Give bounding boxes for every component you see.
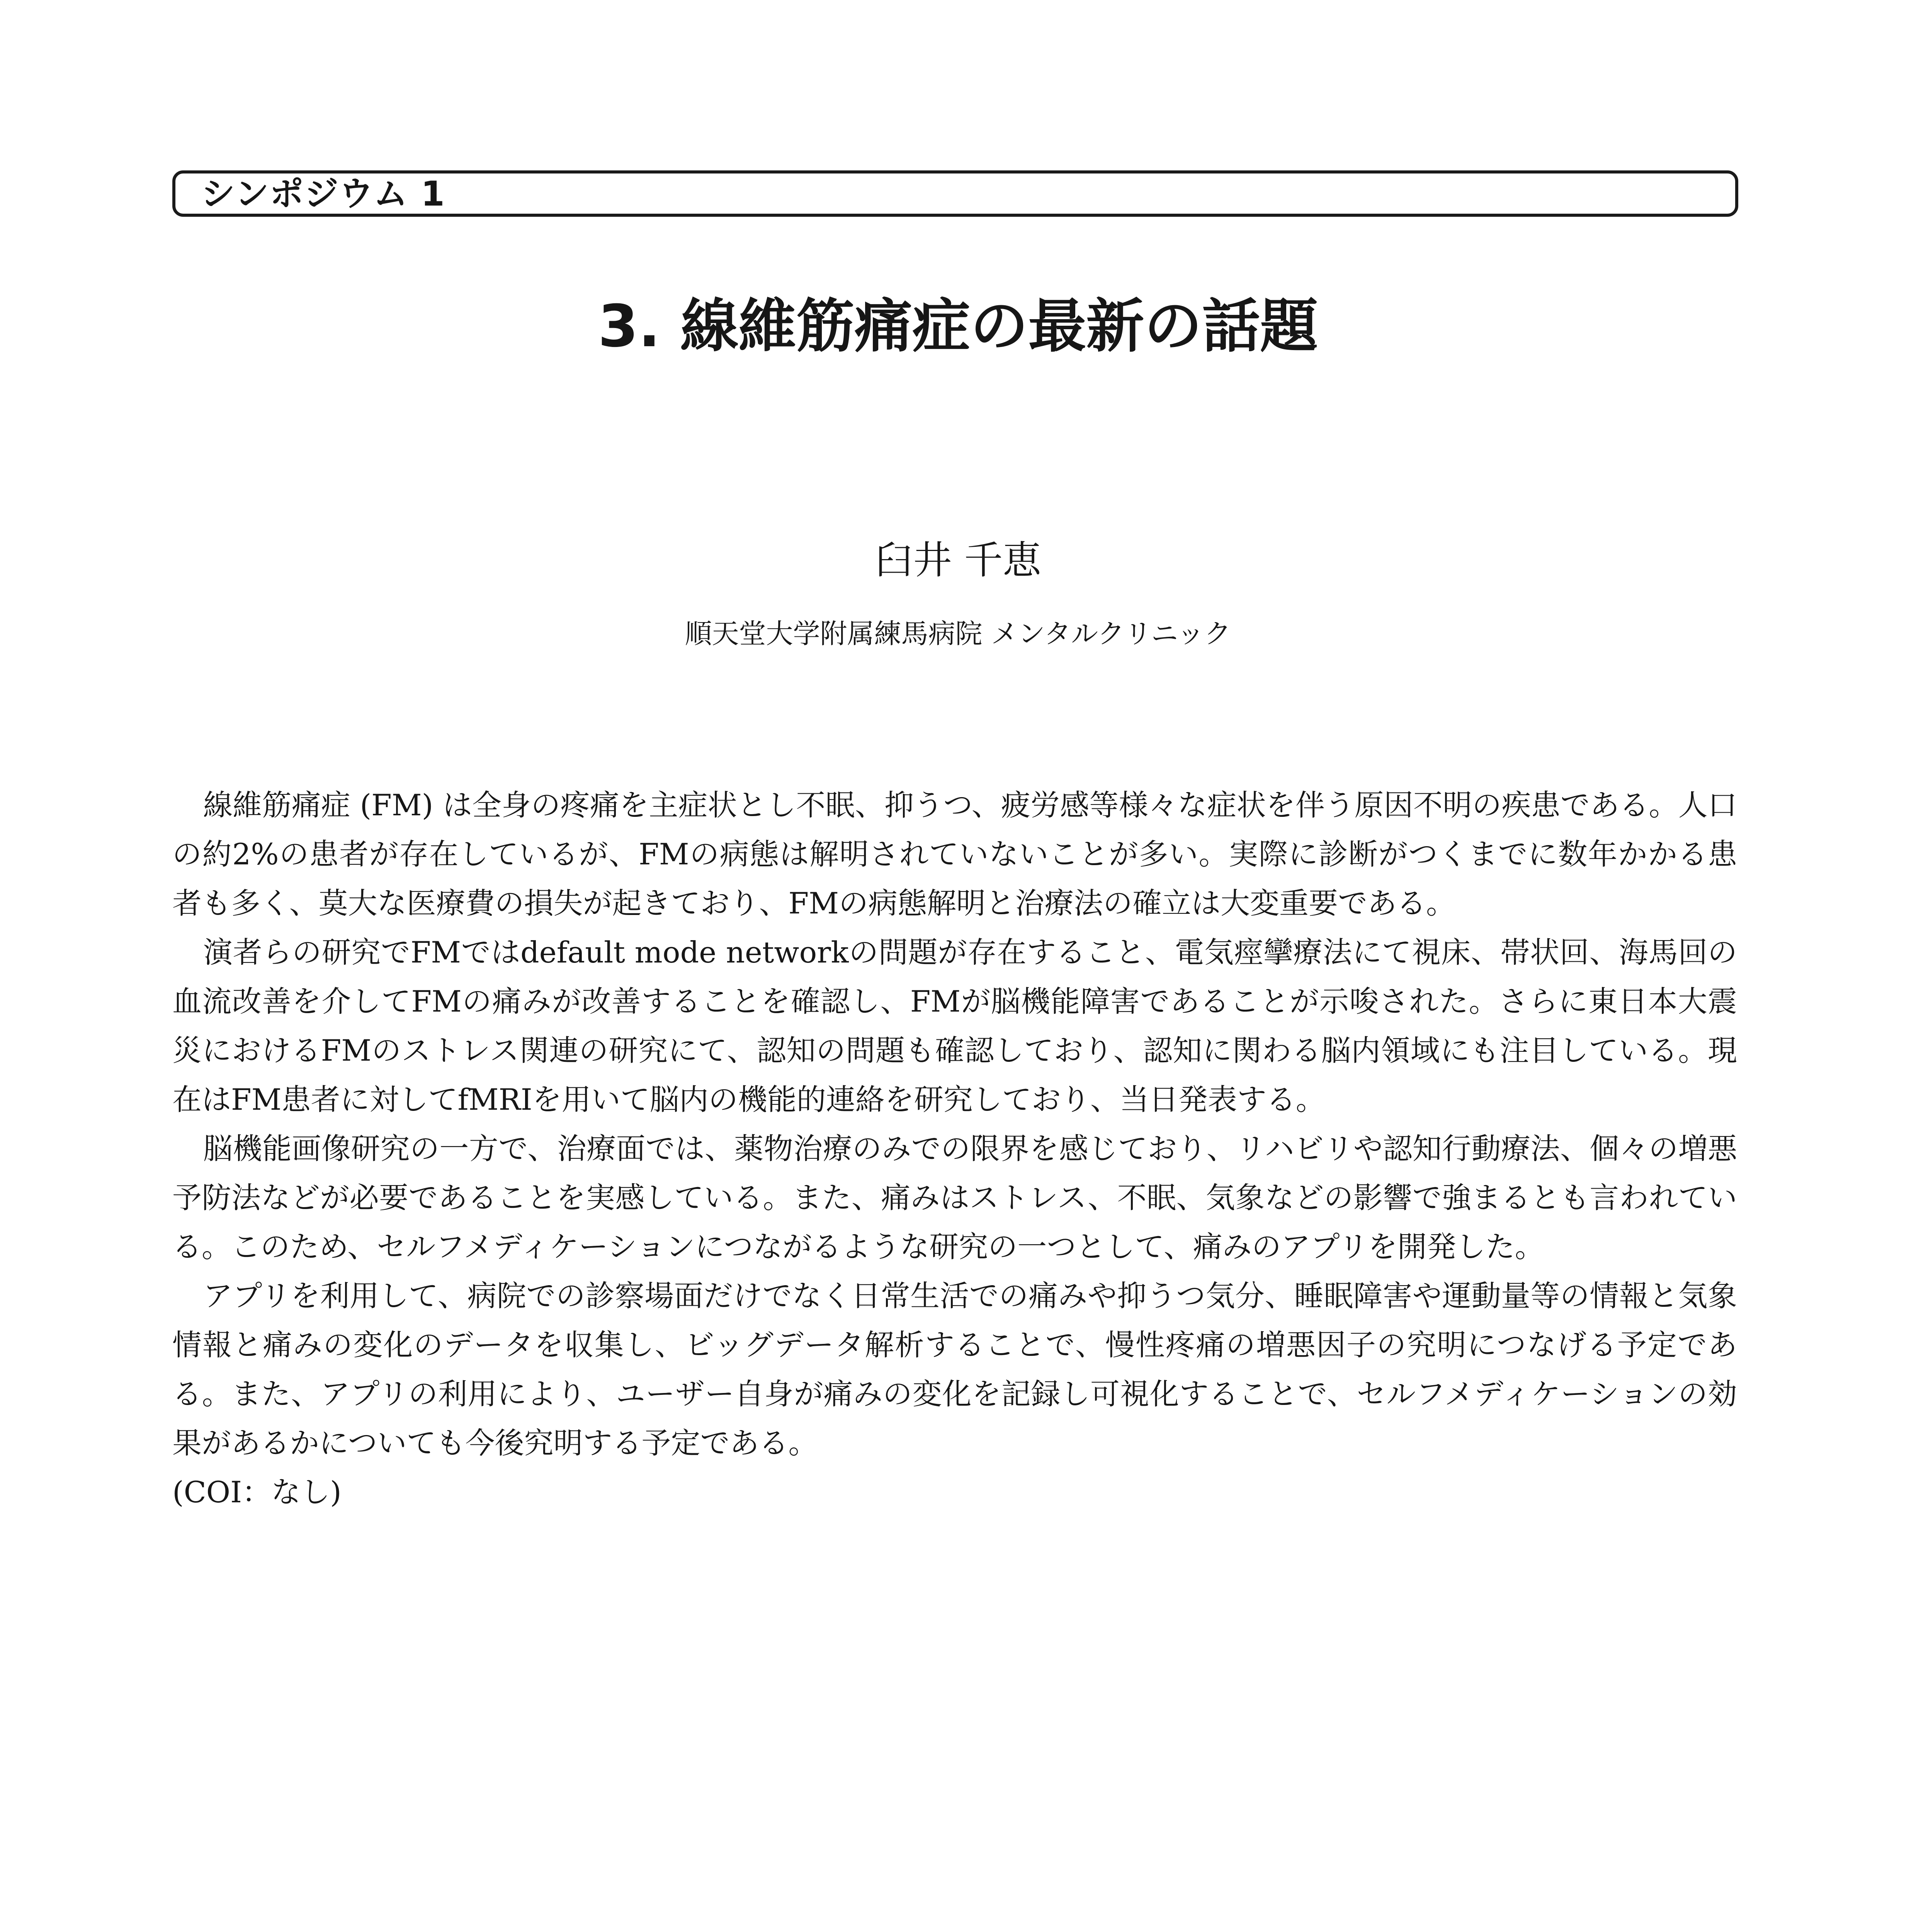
abstract-paragraph: 脳機能画像研究の一方で、治療面では、薬物治療のみでの限界を感じており、リハビリや認知行動療法、個々の増悪予防法などが必要であることを実感している。また、痛みはストレス、不眠、気象などの影響で強まるとも言われている。このため、セルフメディケーションにつながるような研究の一つとして、痛みのアプリを開発した。 <box>172 1131 1737 1264</box>
abstract-paragraph: 線維筋痛症 (FM) は全身の疼痛を主症状とし不眠、抑うつ、疲労感等様々な症状を伴う原因不明の疾患である。人口の約2%の患者が存在しているが、FMの病態は解明されていないことが多い。実際に診断がつくまでに数年かかる患者も多く、莫大な医療費の損失が起きており、FMの病態解明と治療法の確立は大変重要である。 <box>172 788 1737 920</box>
abstract-body <box>172 781 1737 1517</box>
section-header-label: シンポジウム 1 <box>201 174 445 214</box>
abstract-paragraph: アプリを利用して、病院での診察場面だけでなく日常生活での痛みや抑うつ気分、睡眠障害や運動量等の情報と気象情報と痛みの変化のデータを収集し、ビッグデータ解析することで、慢性疼痛の増悪因子の究明につなげる予定である。また、アプリの利用により、ユーザー自身が痛みの変化を記録し可視化することで、セルフメディケーションの効果があるかについても今後究明する予定である。 <box>172 1279 1737 1460</box>
article-title: 3. 線維筋痛症の最新の話題 <box>598 293 1318 360</box>
coi-statement: (COI：なし) <box>172 1475 342 1509</box>
abstract-paragraph: 演者らの研究でFMではdefault mode networkの問題が存在すること、電気痙攣療法にて視床、帯状回、海馬回の血流改善を介してFMの痛みが改善することを確認し、FMが脳機能障害であることが示唆された。さらに東日本大震災におけるFMのストレス関連の研究にて、認知の問題も確認しており、認知に関わる脳内領域にも注目している。現在はFM患者に対してfMRIを用いて脳内の機能的連絡を研究しており、当日発表する。 <box>172 935 1737 1117</box>
author-affiliation: 順天堂大学附属練馬病院 メンタルクリニック <box>685 618 1231 650</box>
author-name: 臼井 千恵 <box>874 537 1042 583</box>
